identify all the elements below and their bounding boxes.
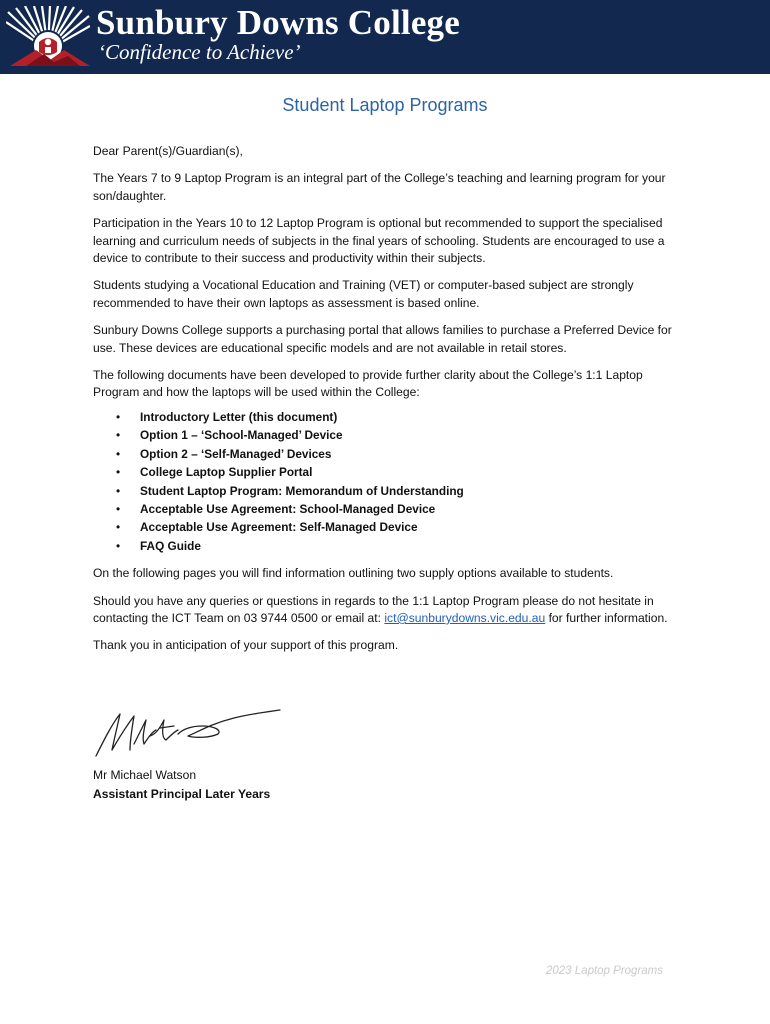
paragraph-vet: Students studying a Vocational Education and Training (VET) or computer-based subject are strongly recommended to have their own laptops as assessment is based online.	[93, 278, 634, 310]
list-item-text: Acceptable Use Agreement: School-Managed Device	[140, 501, 436, 516]
paragraph-contact	[93, 593, 683, 628]
college-motto: ‘Confidence to Achieve’	[98, 40, 301, 64]
contact-text-before: Should you have any queries or questions in regards to the 1:1 Laptop Program please do not hesitate in contacting the ICT Team on 03 9744 0500 or email at:	[93, 593, 654, 625]
list-item-text: College Laptop Supplier Portal	[140, 465, 313, 480]
greeting: Dear Parent(s)/Guardian(s),	[93, 144, 243, 158]
header-banner	[0, 0, 770, 74]
paragraph-years-10-12: Participation in the Years 10 to 12 Laptop Program is optional but recommended to support the specialised learning and curriculum needs of subjects in the final years of schooling. Students are encouraged to use a device to contribute to their success and productivity within their subjects.	[93, 216, 665, 266]
signer-title: Assistant Principal Later Years	[93, 787, 271, 801]
letter-body	[93, 143, 683, 665]
page-title: Student Laptop Programs	[282, 95, 488, 115]
list-item	[93, 463, 683, 481]
list-item	[93, 426, 683, 444]
contact-text-after: for further information.	[545, 610, 668, 625]
list-item-text: Student Laptop Program: Memorandum of Understanding	[140, 483, 464, 498]
list-item-text: Option 2 – ‘Self-Managed’ Devices	[140, 446, 332, 461]
list-item-text: Introductory Letter (this document)	[140, 409, 338, 424]
list-item	[93, 408, 683, 426]
bullet: •	[116, 409, 121, 424]
paragraph-documents-intro: The following documents have been developed to provide further clarity about the College’s 1:1 Laptop Program and how the laptops will be used within the College:	[93, 368, 643, 400]
list-item-text: FAQ Guide	[140, 538, 201, 553]
footer-text: 2023 Laptop Programs	[546, 965, 663, 977]
list-item	[93, 500, 683, 518]
email-link[interactable]: ict@sunburydowns.vic.edu.au	[384, 610, 546, 625]
bullet: •	[116, 538, 121, 553]
college-crest-icon	[6, 6, 90, 68]
signer-name: Mr Michael Watson	[93, 768, 197, 782]
list-item	[93, 482, 683, 500]
bullet: •	[116, 446, 121, 461]
college-name: Sunbury Downs College	[96, 3, 460, 42]
list-item-text: Acceptable Use Agreement: Self-Managed Device	[140, 520, 418, 535]
paragraph-years-7-9: The Years 7 to 9 Laptop Program is an integral part of the College’s teaching and learning program for your son/daughter.	[93, 171, 666, 203]
bullet: •	[116, 465, 121, 480]
documents-list	[93, 408, 683, 555]
list-item-text: Option 1 – ‘School-Managed’ Device	[140, 428, 343, 443]
paragraph-portal: Sunbury Downs College supports a purchasing portal that allows families to purchase a Preferred Device for use. These devices are educational specific models and are not available in retail stores.	[93, 323, 672, 355]
paragraph-supply-options: On the following pages you will find information outlining two supply options available to students.	[93, 566, 614, 581]
list-item	[93, 445, 683, 463]
paragraph-thanks: Thank you in anticipation of your support of this program.	[93, 638, 399, 653]
bullet: •	[116, 428, 121, 443]
bullet: •	[116, 501, 121, 516]
list-item	[93, 537, 683, 555]
bullet: •	[116, 520, 121, 535]
list-item	[93, 518, 683, 536]
bullet: •	[116, 483, 121, 498]
signature-image	[90, 706, 286, 766]
